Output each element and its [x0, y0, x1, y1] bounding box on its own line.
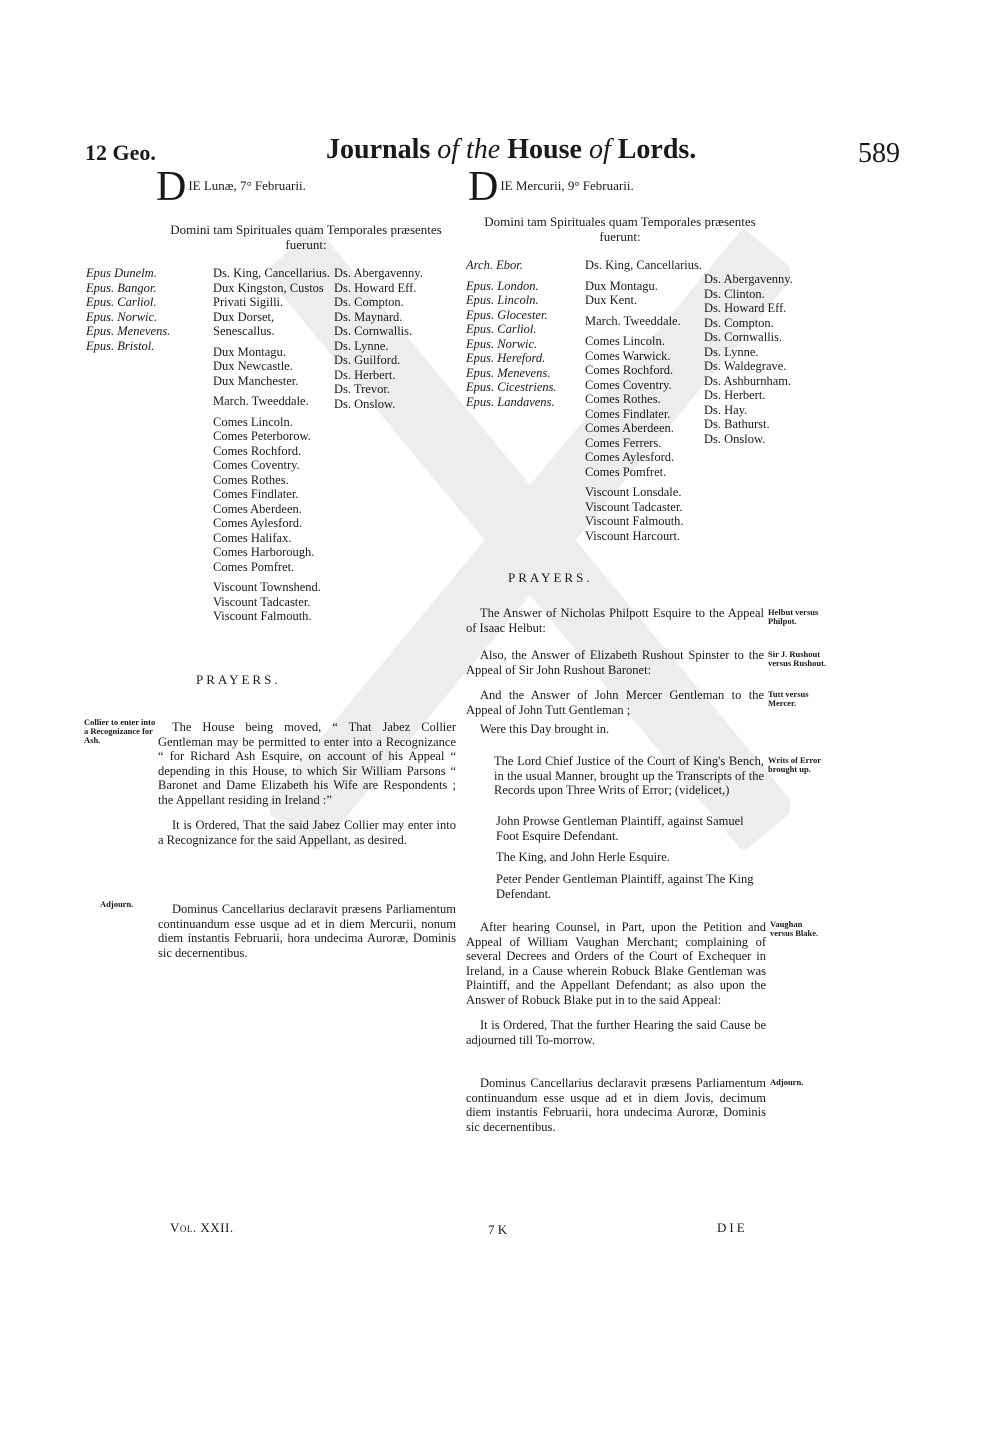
footer-catchword: DIE — [717, 1220, 748, 1235]
list-item: Ds. Herbert. — [704, 388, 766, 402]
list-item: Comes Halifax. — [213, 530, 292, 545]
paragraph-answer-philpott: The Answer of Nicholas Philpott Esquire to the Appeal of Isaac Helbut: — [466, 606, 764, 635]
list-item: Comes Coventry. — [585, 377, 672, 392]
list-item: Viscount Lonsdale. — [585, 485, 682, 499]
list-item: Epus. Norwic. — [466, 336, 538, 351]
list-item: Comes Aberdeen. — [585, 421, 674, 435]
list-item: Comes Peterborow. — [213, 429, 311, 443]
list-item: Comes Findlater. — [585, 406, 671, 421]
left-prayers-heading: PRAYERS. — [196, 672, 281, 687]
list-item: Dux Newcastle. — [213, 359, 293, 373]
list-item: Arch. Ebor. — [466, 258, 523, 272]
list-item: Comes Lincoln. — [213, 414, 293, 429]
list-item: Comes Ferrers. — [585, 435, 662, 450]
list-item: Comes Aylesford. — [585, 450, 675, 464]
list-item: Ds. Onslow. — [704, 431, 766, 446]
page-title: Journals of the House of Lords. — [326, 134, 697, 165]
margin-note-helbut: Helbut versus Philpot. — [768, 607, 819, 626]
list-item: Epus. Bangor. — [86, 280, 157, 295]
list-item: Comes Rochford. — [213, 443, 302, 458]
list-item: Viscount Falmouth. — [213, 609, 312, 623]
list-item: Ds. Lynne. — [334, 338, 389, 353]
list-item: Ds. Onslow. — [334, 396, 396, 411]
margin-note-adjourn-left: Adjourn. — [100, 899, 134, 909]
left-date-heading: D IE Lunæ, 7° Februarii. — [156, 164, 306, 210]
list-item: Epus. Hereford. — [466, 351, 546, 365]
right-prayers-heading: PRAYERS. — [508, 570, 593, 585]
list-item: Epus. Landavens. — [466, 394, 555, 409]
right-bishops-list — [466, 258, 557, 409]
list-item: Epus. Menevens. — [466, 365, 551, 380]
list-item: Comes Rothes. — [213, 472, 289, 487]
list-item: Ds. Waldegrave. — [704, 359, 787, 373]
list-item: Epus. Glocester. — [466, 307, 548, 322]
list-item: Ds. Maynard. — [334, 309, 403, 324]
list-item: Comes Pomfret. — [213, 559, 295, 574]
list-item: Epus. Lincoln. — [466, 293, 539, 307]
page-number: 589 — [858, 138, 900, 169]
margin-note-collier: Collier to enter into a Recognizance for Ash. — [84, 717, 156, 745]
paragraph-case-pender: Peter Pender Gentleman Plaintiff, against The King Defendant. — [496, 872, 754, 901]
paragraph-case-herle: The King, and John Herle Esquire. — [496, 850, 670, 864]
list-item: Ds. Lynne. — [704, 344, 759, 359]
paragraph-adjournment-left: Dominus Cancellarius declaravit præsens Parliamentum continuandum esse usque ad et in diem Mercurii, nonum diem instantis Februarii, hora undecima Auroræ, Dominis sic decernentibus. — [158, 902, 456, 960]
list-item: Epus. London. — [466, 278, 539, 293]
list-item: Dux Kingston, Custos Privati Sigilli. — [213, 280, 324, 309]
list-item: Ds. Abergavenny. — [334, 266, 423, 280]
paragraph-collier-motion: The House being moved, “ That Jabez Collier Gentleman may be permitted to enter into a Recognizance “ for Richard Ash Esquire, on account of his Appeal “ depending in this House, to which Sir William Parsons “ Baronet and Dame Elizabeth his Wife are Respondents ; the Appellant residing in Ireland :” — [158, 720, 456, 807]
list-item: Comes Pomfret. — [585, 464, 667, 479]
list-item: Viscount Tadcaster. — [213, 594, 311, 609]
list-item: Ds. Howard Eff. — [334, 280, 417, 295]
list-item: Ds. Trevor. — [334, 382, 390, 396]
paragraph-answer-rushout: Also, the Answer of Elizabeth Rushout Spinster to the Appeal of Sir John Rushout Baronet: — [466, 648, 764, 677]
margin-note-rushout: Sir J. Rushout versus Rushout. — [768, 649, 827, 668]
list-item: Ds. King, Cancellarius. — [585, 258, 702, 272]
list-item: Comes Warwick. — [585, 348, 671, 363]
right-barons-list — [704, 272, 793, 446]
list-item: Comes Rochford. — [585, 363, 674, 377]
right-present-heading: Domini tam Spirituales quam Temporales præsentes fuerunt: — [484, 214, 756, 244]
list-item: Viscount Tadcaster. — [585, 499, 683, 514]
paragraph-vaughan-appeal: After hearing Counsel, in Part, upon the Petition and Appeal of William Vaughan Merchant; complaining of several Decrees and Orders of the Court of Exchequer in Ireland, in a Cause wherein Robuck Blake Gentleman was Plaintiff, and the Appellant Defendant; as also upon the Answer of Robuck Blake put in to the said Appeal: — [466, 920, 766, 1007]
list-item: Ds. Howard Eff. — [704, 301, 787, 315]
margin-note-vaughan: Vaughan versus Blake. — [770, 919, 819, 938]
list-item: Epus. Cicestriens. — [466, 380, 557, 394]
list-item: Comes Lincoln. — [585, 334, 665, 348]
right-lords-list — [585, 258, 703, 543]
footer-signature: 7 K — [488, 1222, 508, 1237]
list-item: Ds. Compton. — [334, 295, 404, 309]
list-item: Comes Findlater. — [213, 487, 299, 501]
paragraph-case-prowse: John Prowse Gentleman Plaintiff, against Samuel Foot Esquire Defendant. — [496, 814, 744, 843]
list-item: Comes Aberdeen. — [213, 501, 302, 516]
list-item: Ds. Cornwallis. — [334, 324, 413, 338]
list-item: Epus. Bristol. — [86, 338, 155, 353]
list-item: Comes Rothes. — [585, 392, 661, 406]
paragraph-brought-in: Were this Day brought in. — [480, 722, 610, 736]
list-item: March. Tweeddale. — [213, 394, 309, 408]
list-item: Ds. Compton. — [704, 315, 774, 330]
list-item: Viscount Falmouth. — [585, 514, 684, 528]
list-item: Ds. Cornwallis. — [704, 330, 783, 344]
list-item: Dux Dorset, Senescallus. — [213, 309, 275, 338]
list-item: Epus Dunelm. — [86, 266, 157, 280]
list-item: Dux Manchester. — [213, 373, 299, 388]
footer-volume: Vol. XXII. — [170, 1220, 234, 1235]
margin-note-tutt: Tutt versus Mercer. — [768, 689, 809, 708]
paragraph-collier-ordered: It is Ordered, That the said Jabez Collier may enter into a Recognizance for the said Appellant, as desired. — [158, 818, 456, 847]
list-item: Comes Coventry. — [213, 458, 300, 472]
list-item: Epus. Menevens. — [86, 324, 171, 338]
list-item: Ds. Abergavenny. — [704, 272, 793, 286]
list-item: Epus. Carliol. — [466, 322, 537, 336]
list-item: Dux Kent. — [585, 293, 638, 307]
list-item: Dux Montagu. — [585, 278, 658, 293]
list-item: Epus. Norwic. — [86, 309, 158, 324]
margin-note-adjourn-right: Adjourn. — [770, 1077, 804, 1087]
list-item: Ds. Hay. — [704, 402, 748, 417]
list-item: March. Tweeddale. — [585, 313, 681, 328]
left-lords-list — [213, 266, 335, 624]
list-item: Viscount Harcourt. — [585, 528, 681, 543]
left-barons-list — [334, 266, 423, 411]
list-item: Ds. Clinton. — [704, 286, 765, 301]
list-item: Dux Montagu. — [213, 344, 286, 359]
list-item: Comes Aylesford. — [213, 516, 303, 530]
list-item: Viscount Townshend. — [213, 580, 321, 594]
margin-note-writs: Writs of Error brought up. — [768, 755, 821, 774]
running-head-left: 12 Geo. — [85, 140, 156, 165]
list-item: Comes Harborough. — [213, 545, 315, 559]
list-item: Ds. Ashburnham. — [704, 373, 792, 388]
paragraph-answer-mercer: And the Answer of John Mercer Gentleman to the Appeal of John Tutt Gentleman ; — [466, 688, 764, 717]
right-date-heading: D IE Mercurii, 9° Februarii. — [468, 164, 634, 210]
paragraph-vaughan-ordered: It is Ordered, That the further Hearing the said Cause be adjourned till To-morrow. — [466, 1018, 766, 1047]
paragraph-adjournment-right: Dominus Cancellarius declaravit præsens Parliamentum continuandum esse usque ad et in diem Jovis, decimum diem instantis Februarii, hora undecima Auroræ, Dominis sic decernentibus. — [466, 1076, 766, 1134]
list-item: Ds. Herbert. — [334, 367, 396, 382]
list-item: Ds. Bathurst. — [704, 417, 770, 431]
list-item: Ds. Guilford. — [334, 353, 401, 367]
paragraph-writs-of-error: The Lord Chief Justice of the Court of King's Bench, in the usual Manner, brought up the Transcripts of the Records upon Three Writs of Error; (videlicet,) — [494, 754, 764, 797]
list-item: Epus. Carliol. — [86, 295, 157, 309]
list-item: Ds. King, Cancellarius. — [213, 266, 330, 280]
left-present-heading: Domini tam Spirituales quam Temporales præsentes fuerunt: — [170, 222, 442, 252]
left-bishops-list — [86, 266, 170, 353]
